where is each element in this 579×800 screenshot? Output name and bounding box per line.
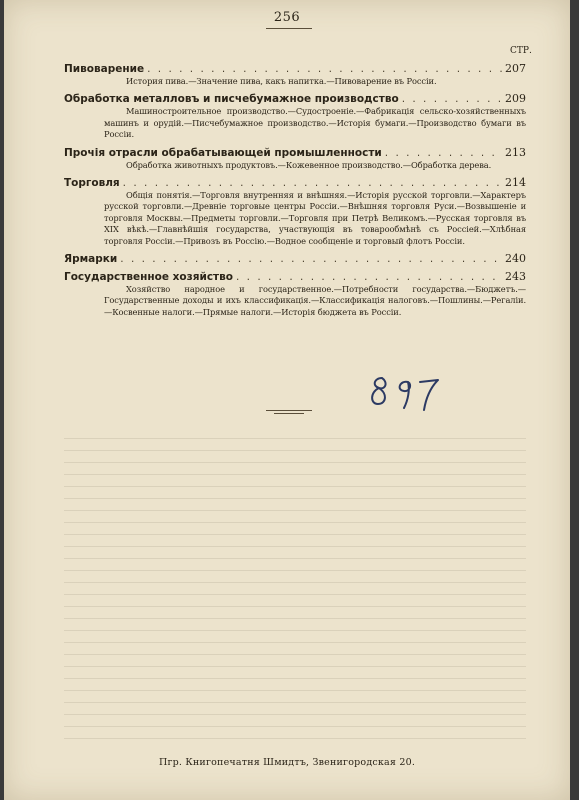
toc-entry-title: Государственное хозяйство: [64, 271, 233, 284]
toc-entry-title: Ярмарки: [64, 253, 118, 266]
leader-dots: [120, 253, 502, 265]
table-of-contents: [64, 62, 526, 323]
toc-entry-page: 209: [505, 92, 526, 106]
toc-entry: [64, 62, 526, 87]
leader-dots: [385, 147, 502, 159]
toc-entry: [64, 146, 526, 171]
toc-entry-title: Торговля: [64, 177, 120, 190]
handwritten-inventory-number: [364, 368, 454, 414]
leader-dots: [402, 93, 502, 105]
toc-entry-description: Машиностроительное производство.—Судостроеніе.—Фабрикація сельско-хозяйственныхъ машинъ и орудій.—Писчебумажное производство.—Исторія бумаги.—Производство бумаги въ Россіи.: [104, 106, 526, 140]
section-rule: [266, 410, 312, 411]
printer-imprint: Пгр. Книгопечатня Шмидтъ, Звенигородская 20.: [158, 757, 416, 768]
leader-dots: [147, 63, 502, 75]
toc-entry-page: 213: [505, 145, 526, 159]
section-rule: [274, 413, 304, 414]
toc-entry-description: Хозяйство народное и государственное.—Потребности государства.—Бюджетъ.—Государственные доходы и ихъ классификація.—Классификація налоговъ.—Пошлины.—Регаліи.—Косвенные налоги.—Прямые налоги.—Исторія бюджета въ Россіи.: [104, 284, 526, 317]
page-column-header: СТР.: [510, 46, 532, 56]
toc-entry-description: История пива.—Значение пива, какъ напитка.—Пивоварение въ Россіи.: [126, 76, 437, 86]
toc-entry: [64, 252, 526, 265]
leader-dots: [236, 271, 502, 283]
toc-entry-page: 243: [505, 270, 526, 284]
page-number: 256: [273, 10, 301, 25]
toc-entry-description: Обработка животныхъ продуктовъ.—Кожевенное производство.—Обработка дерева.: [126, 159, 492, 170]
show-through-text: [64, 430, 526, 750]
header-rule: [266, 28, 312, 29]
toc-entry: [64, 176, 526, 247]
toc-entry-title: Прочія отрасли обрабатывающей промышленности: [64, 146, 382, 159]
toc-entry-description: Общія понятія.—Торговля внутренняя и внѣшняя.—Исторія русской торговли.—Характеръ русской торговли.—Древніе торговые центры Россіи.—Внѣшняя торговля Руси.—Возвышеніе и торговля Москвы.—Предметы торговли.—Торговля при Петрѣ Великомъ.—Русская торговля въ XIX вѣкѣ.—Главнѣйшія государства, участвующія въ товарообмѣнѣ съ Россіей.—Хлѣбная торговля Россіи.—Привозъ въ Россію.—Водное сообщеніе и торговый флотъ Россіи.: [104, 190, 526, 246]
toc-entry-page: 214: [505, 176, 526, 190]
toc-entry: [64, 270, 526, 318]
toc-entry-title: Пивоварение: [64, 63, 145, 75]
toc-entry-page: 240: [505, 252, 526, 266]
book-page: [4, 0, 570, 800]
leader-dots: [123, 177, 502, 189]
toc-entry-page: 207: [505, 62, 526, 75]
toc-entry-title: Обработка металловъ и писчебумажное производство: [64, 93, 399, 106]
toc-entry: [64, 92, 526, 140]
